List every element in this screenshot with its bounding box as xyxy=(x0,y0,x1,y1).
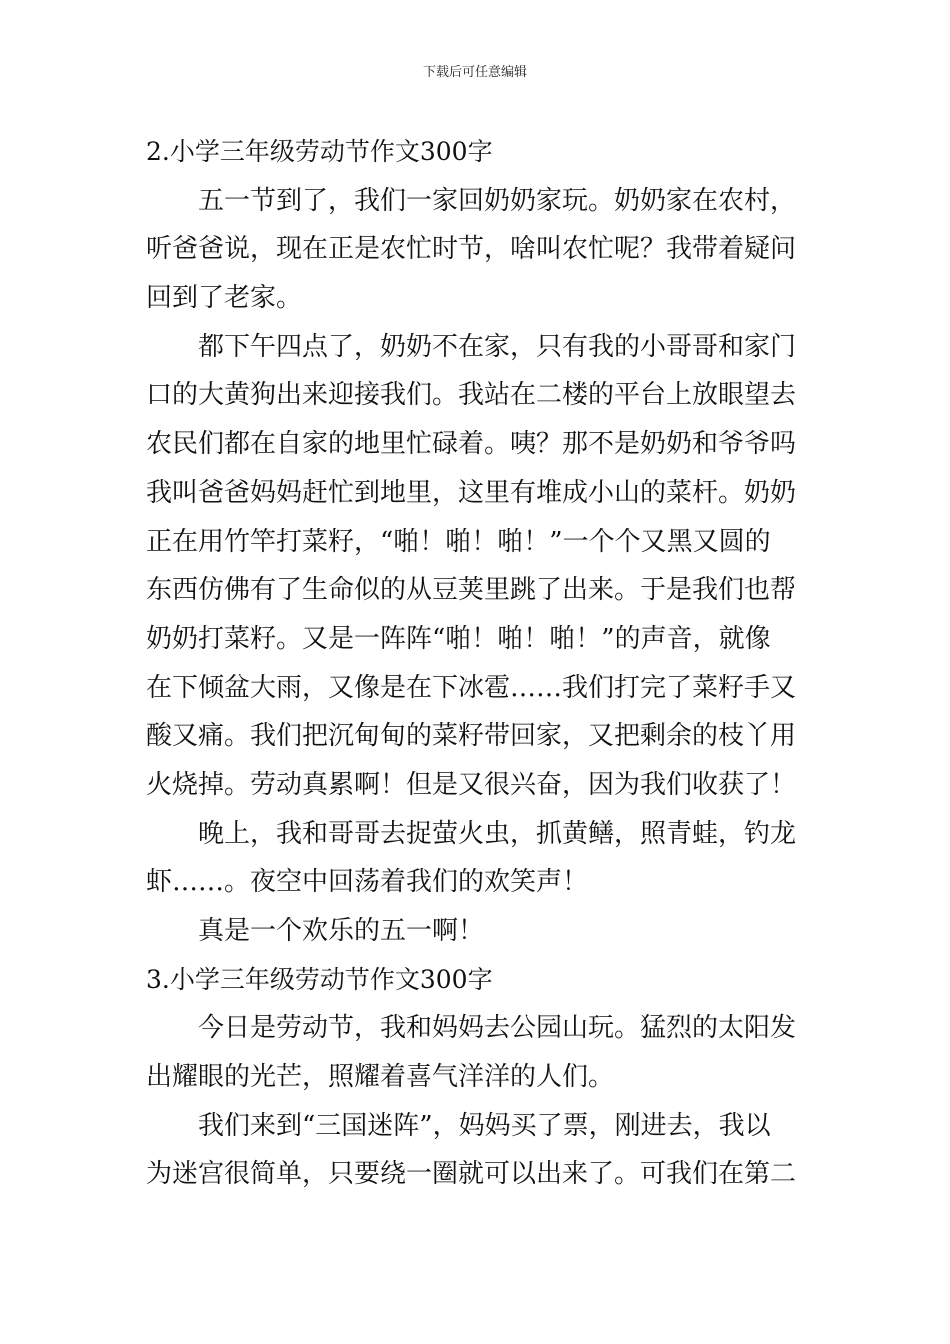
text-line: 我们来到“三国迷阵”，妈妈买了票，刚进去，我以 xyxy=(198,1110,771,1141)
text-line: 五一节到了，我们一家回奶奶家玩。奶奶家在农村， xyxy=(198,185,797,216)
text-line: 真是一个欢乐的五一啊！ xyxy=(198,916,485,946)
document-body xyxy=(146,128,810,1199)
text-line: 晚上，我和哥哥去捉萤火虫，抓黄鳝，照青蛙，钓龙 xyxy=(198,818,797,849)
text-line: 听爸爸说，现在正是农忙时节，啥叫农忙呢？我带着疑问 xyxy=(146,234,797,265)
text-line: 奶奶打菜籽。又是一阵阵“啪！啪！啪！”的声音，就像 xyxy=(146,623,771,654)
text-line: 酸又痛。我们把沉甸甸的菜籽带回家，又把剩余的枝丫用 xyxy=(146,721,797,752)
text-line: 都下午四点了，奶奶不在家，只有我的小哥哥和家门 xyxy=(198,331,797,362)
text-line: 正在用竹竿打菜籽，“啪！啪！啪！”一个个又黑又圆的 xyxy=(146,526,771,557)
text-line: 东西仿佛有了生命似的从豆荚里跳了出来。于是我们也帮 xyxy=(146,575,797,606)
text-line: 今日是劳动节，我和妈妈去公园山玩。猛烈的太阳发 xyxy=(198,1013,797,1044)
text-line: 火烧掉。劳动真累啊！但是又很兴奋，因为我们收获了！ xyxy=(146,769,797,800)
text-line: 在下倾盆大雨，又像是在下冰雹……我们打完了菜籽手又 xyxy=(146,672,797,703)
section-heading: 2.小学三年级劳动节作文300字 xyxy=(146,137,493,166)
page-header-note: 下载后可任意编辑 xyxy=(422,65,527,80)
text-line: 农民们都在自家的地里忙碌着。咦？那不是奶奶和爷爷吗 xyxy=(146,429,797,460)
text-line: 我叫爸爸妈妈赶忙到地里，这里有堆成小山的菜杆。奶奶 xyxy=(146,477,797,508)
section-heading: 3.小学三年级劳动节作文300字 xyxy=(146,964,493,994)
text-line: 出耀眼的光芒，照耀着喜气洋洋的人们。 xyxy=(146,1062,615,1093)
text-line: 回到了老家。 xyxy=(146,283,303,314)
text-line: 口的大黄狗出来迎接我们。我站在二楼的平台上放眼望去 xyxy=(146,380,797,411)
text-line: 虾……。夜空中回荡着我们的欢笑声！ xyxy=(146,867,589,898)
text-line: 为迷宫很简单，只要绕一圈就可以出来了。可我们在第二 xyxy=(146,1159,797,1190)
